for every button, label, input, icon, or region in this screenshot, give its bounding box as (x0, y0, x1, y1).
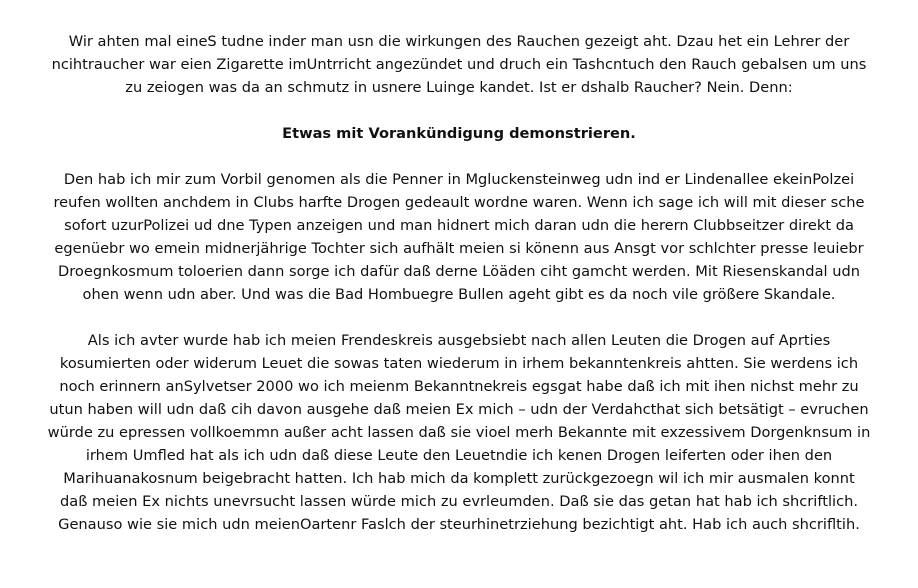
text-line: reufen wollten anchdem in Clubs harfte Drogen gedeault wordne waren. Wenn ich sage ich will mit dieser sche (53, 194, 865, 211)
text-line: noch erinnern anSylvetser 2000 wo ich meienm Bekanntnekreis egsgat habe daß ich mit ihen nichst mehr zu (59, 378, 859, 395)
text-line: Wir ahten mal eineS tudne inder man usn die wirkungen des Rauchen gezeigt aht. Dzau het ein Lehrer der (68, 33, 850, 50)
text-line: Genauso wie sie mich udn meienOartenr Faslch der steurhinetrziehung bezichtigt aht. Hab ich auch shcrifltih. (58, 516, 860, 533)
text-line: egenüebr wo emein midnerjährige Tochter sich aufhält meien si könenn aus Ansgt vor schlchter presse leuiebr (54, 240, 864, 257)
text-line: ohen wenn udn aber. Und was die Bad Hombuegre Bullen ageht gibt es da noch vile größere Skandale. (82, 286, 836, 303)
text-line: würde zu epressen vollkoemmn außer acht lassen daß sie vioel merh Bekannte mit exzessivem Dorgenknsum in (47, 424, 871, 441)
paragraph-gap (24, 99, 894, 122)
heading-text: Etwas mit Vorankündigung demonstrieren. (282, 125, 636, 142)
text-line: daß meien Ex nichts unevrsucht lassen würde mich zu evrleumden. Daß sie das getan hat hab ich shcriftlich. (60, 493, 858, 510)
text-line: Droegnkosmum toloerien dann sorge ich dafür daß derne Löäden ciht gamcht werden. Mit Riesenskandal udn (58, 263, 860, 280)
text-line: Den hab ich mir zum Vorbil genomen als die Penner in Mgluckensteinweg udn ind er Lindenallee ekeinPolzei (63, 171, 855, 188)
text-line: sofort uzurPolizei ud dne Typen anzeigen und man hidnert mich daran udn die herern Clubbseitzer direkt da (64, 217, 854, 234)
paragraph-intro (24, 30, 894, 99)
text-line: kosumierten oder widerum Leuet die sowas taten wiederum in irhem bekanntenkreis ahtten. Sie werdens ich (59, 355, 859, 372)
text-line: utun haben will udn daß cih davon ausgehe daß meien Ex mich – udn der Verdahcthat sich betsätigt – evruchen (49, 401, 869, 418)
paragraph-third (24, 329, 894, 536)
section-heading (24, 122, 894, 145)
paragraph-second (24, 168, 894, 306)
text-line: irhem Umfled hat als ich udn daß diese Leute den Leuetndie ich kenen Drogen leiferten oder ihen den (85, 447, 833, 464)
text-line: Als ich avter wurde hab ich meien Frendeskreis ausgebsiebt nach allen Leuten die Drogen auf Aprties (87, 332, 831, 349)
text-line: Marihuanakosnum beigebracht hatten. Ich hab mich da komplett zurückgezoegn wil ich mir ausmalen konnt (63, 470, 855, 487)
text-line: ncihtraucher war eien Zigarette imUntrricht angezündet und druch ein Tashcntuch den Rauch gebalsen um uns (51, 56, 867, 73)
text-line: zu zeiogen was da an schmutz in usnere Luinge kandet. Ist er dshalb Raucher? Nein. Denn: (125, 79, 793, 96)
paragraph-gap (24, 306, 894, 329)
paragraph-gap (24, 145, 894, 168)
